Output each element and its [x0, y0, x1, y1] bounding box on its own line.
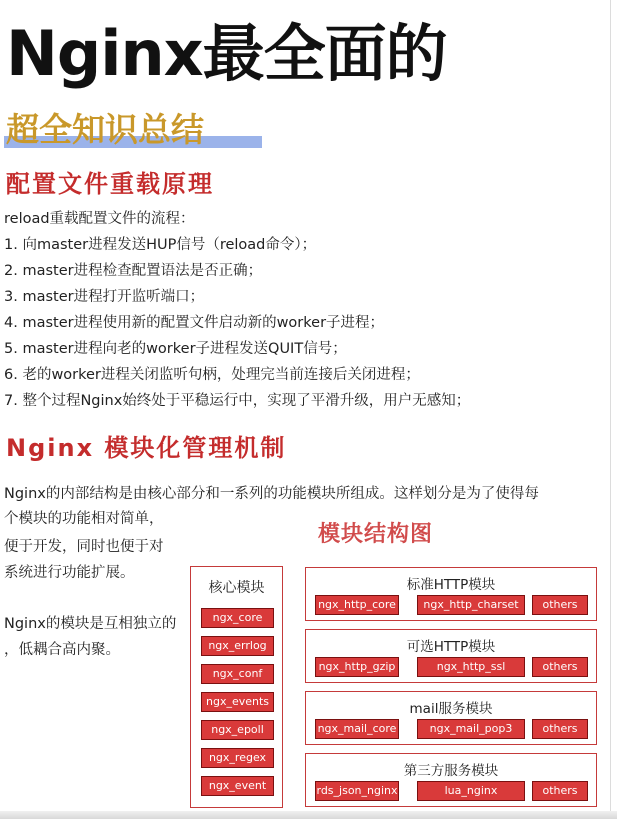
reload-step: 6. 老的worker进程关闭监听句柄，处理完当前连接后关闭进程；: [4, 367, 420, 383]
modules-paragraph-line: Nginx的内部结构是由核心部分和一系列的功能模块所组成。这样划分是为了使得每: [4, 486, 539, 502]
page-bottom-edge: [0, 811, 617, 819]
core-module-item: ngx_event: [201, 776, 274, 796]
module-group-label: 标准HTTP模块: [406, 577, 496, 593]
module-chip: others: [532, 657, 588, 677]
module-chip: ngx_http_core: [315, 595, 399, 615]
module-chip: others: [532, 781, 588, 801]
reload-intro: reload重载配置文件的流程：: [4, 211, 195, 227]
page-subtitle: 超全知识总结: [6, 110, 204, 149]
module-group-standard-http: [305, 567, 597, 621]
core-module-item: ngx_events: [201, 692, 274, 712]
modules-paragraph-line: 便于开发，同时也便于对: [4, 539, 164, 555]
reload-step: 4. master进程使用新的配置文件启动新的worker子进程；: [4, 315, 385, 331]
modules-paragraph-line: ，低耦合高内聚。: [4, 642, 120, 658]
module-chip: ngx_http_charset: [417, 595, 525, 615]
module-chip: others: [532, 719, 588, 739]
module-chip: rds_json_nginx: [315, 781, 399, 801]
core-module-item: ngx_regex: [201, 748, 274, 768]
page-edge-divider: [610, 0, 611, 819]
core-module-label: 核心模块: [208, 580, 265, 596]
module-group-optional-http: [305, 629, 597, 683]
core-module-item: ngx_epoll: [201, 720, 274, 740]
core-module-item: ngx_errlog: [201, 636, 274, 656]
reload-step: 2. master进程检查配置语法是否正确；: [4, 263, 263, 279]
modules-paragraph-line: 个模块的功能相对简单，: [4, 511, 164, 527]
module-group-label: 第三方服务模块: [403, 763, 499, 779]
module-group-mail: [305, 691, 597, 745]
modules-paragraph-line: Nginx的模块是互相独立的: [4, 616, 177, 632]
reload-step: 7. 整个过程Nginx始终处于平稳运行中，实现了平滑升级，用户无感知；: [4, 393, 471, 409]
reload-step: 1. 向master进程发送HUP信号（reload命令）；: [4, 237, 317, 253]
modules-paragraph-line: 系统进行功能扩展。: [4, 565, 135, 581]
module-chip: ngx_http_ssl: [417, 657, 525, 677]
diagram-title: 模块结构图: [318, 522, 434, 547]
module-group-label: 可选HTTP模块: [406, 639, 496, 655]
reload-step: 3. master进程打开监听端口；: [4, 289, 205, 305]
section-heading-modules: Nginx 模块化管理机制: [6, 434, 287, 462]
section-heading-reload: 配置文件重载原理: [6, 170, 214, 198]
module-chip: others: [532, 595, 588, 615]
module-group-label: mail服务模块: [409, 701, 493, 717]
page-title: Nginx最全面的: [6, 17, 447, 90]
core-module-box: [190, 566, 283, 808]
reload-steps-list: [4, 206, 594, 414]
module-chip: ngx_mail_pop3: [417, 719, 525, 739]
subtitle-block: [4, 108, 262, 154]
module-chip: ngx_http_gzip: [315, 657, 399, 677]
module-group-third-party: [305, 753, 597, 807]
core-module-item: ngx_conf: [201, 664, 274, 684]
module-chip: lua_nginx: [417, 781, 525, 801]
module-chip: ngx_mail_core: [315, 719, 399, 739]
reload-step: 5. master进程向老的worker子进程发送QUIT信号；: [4, 341, 347, 357]
core-module-item: ngx_core: [201, 608, 274, 628]
